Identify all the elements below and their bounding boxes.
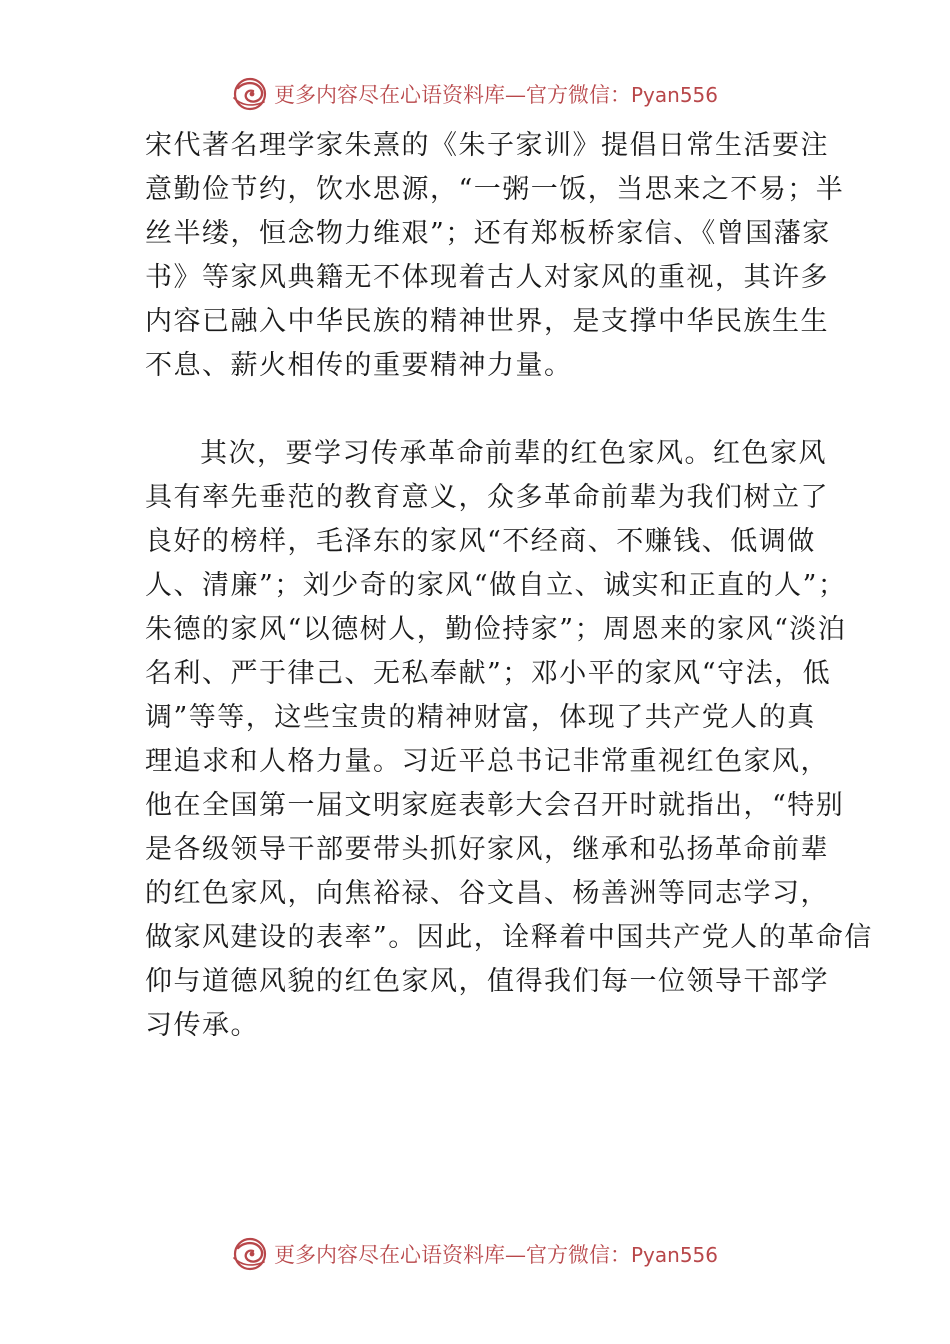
text-line: 书》等家风典籍无不体现着古人对家风的重视，其许多	[145, 262, 829, 293]
text-line: 不息、薪火相传的重要精神力量。	[145, 350, 573, 381]
text-line: 内容已融入中华民族的精神世界，是支撑中华民族生生	[145, 306, 829, 337]
watermark-text	[274, 79, 718, 109]
text-line: 做家风建设的表率”。因此，诠释着中国共产党人的革命信	[145, 922, 873, 953]
text-line: 仰与道德风貌的红色家风，值得我们每一位领导干部学	[145, 966, 829, 997]
paragraph-spacer	[145, 388, 820, 432]
text-line: 是各级领导干部要带头抓好家风，继承和弘扬革命前辈	[145, 834, 829, 865]
text-line: 他在全国第一届文明家庭表彰大会召开时就指出，“特别	[145, 790, 845, 821]
watermark-label: 更多内容尽在心语资料库—官方微信：	[274, 83, 631, 107]
text-line: 习传承。	[145, 1010, 259, 1041]
swirl-seal-icon	[230, 1234, 270, 1274]
text-line: 良好的榜样，毛泽东的家风“不经商、不赚钱、低调做	[145, 526, 816, 557]
text-line: 宋代著名理学家朱熹的《朱子家训》提倡日常生活要注	[145, 130, 829, 161]
text-line: 人、清廉”；刘少奇的家风“做自立、诚实和正直的人”；	[145, 570, 847, 601]
footer-watermark	[230, 1232, 718, 1276]
text-line: 意勤俭节约，饮水思源，“一粥一饭，当思来之不易；半	[145, 174, 845, 205]
text-line: 的红色家风，向焦裕禄、谷文昌、杨善洲等同志学习，	[145, 878, 829, 909]
paragraph-1	[145, 124, 845, 388]
document-body	[145, 124, 873, 1048]
text-line: 具有率先垂范的教育意义，众多革命前辈为我们树立了	[145, 482, 829, 513]
text-line: 名利、严于律己、无私奉献”；邓小平的家风“守法，低	[145, 658, 832, 689]
text-line: 其次，要学习传承革命前辈的红色家风。红色家风	[200, 438, 827, 469]
watermark-wechat-id: Pyan556	[631, 83, 719, 107]
swirl-seal-icon	[230, 74, 270, 114]
text-line: 朱德的家风“以德树人，勤俭持家”；周恩来的家风“淡泊	[145, 614, 847, 645]
text-line: 丝半缕，恒念物力维艰”；还有郑板桥家信、《曾国藩家	[145, 218, 831, 249]
text-line: 理追求和人格力量。习近平总书记非常重视红色家风，	[145, 746, 829, 777]
watermark-wechat-id: Pyan556	[631, 1243, 719, 1267]
paragraph-2	[145, 432, 873, 1048]
watermark-text	[274, 1239, 718, 1269]
text-line: 调”等等，这些宝贵的精神财富，体现了共产党人的真	[145, 702, 816, 733]
header-watermark	[230, 72, 718, 116]
watermark-label: 更多内容尽在心语资料库—官方微信：	[274, 1243, 631, 1267]
